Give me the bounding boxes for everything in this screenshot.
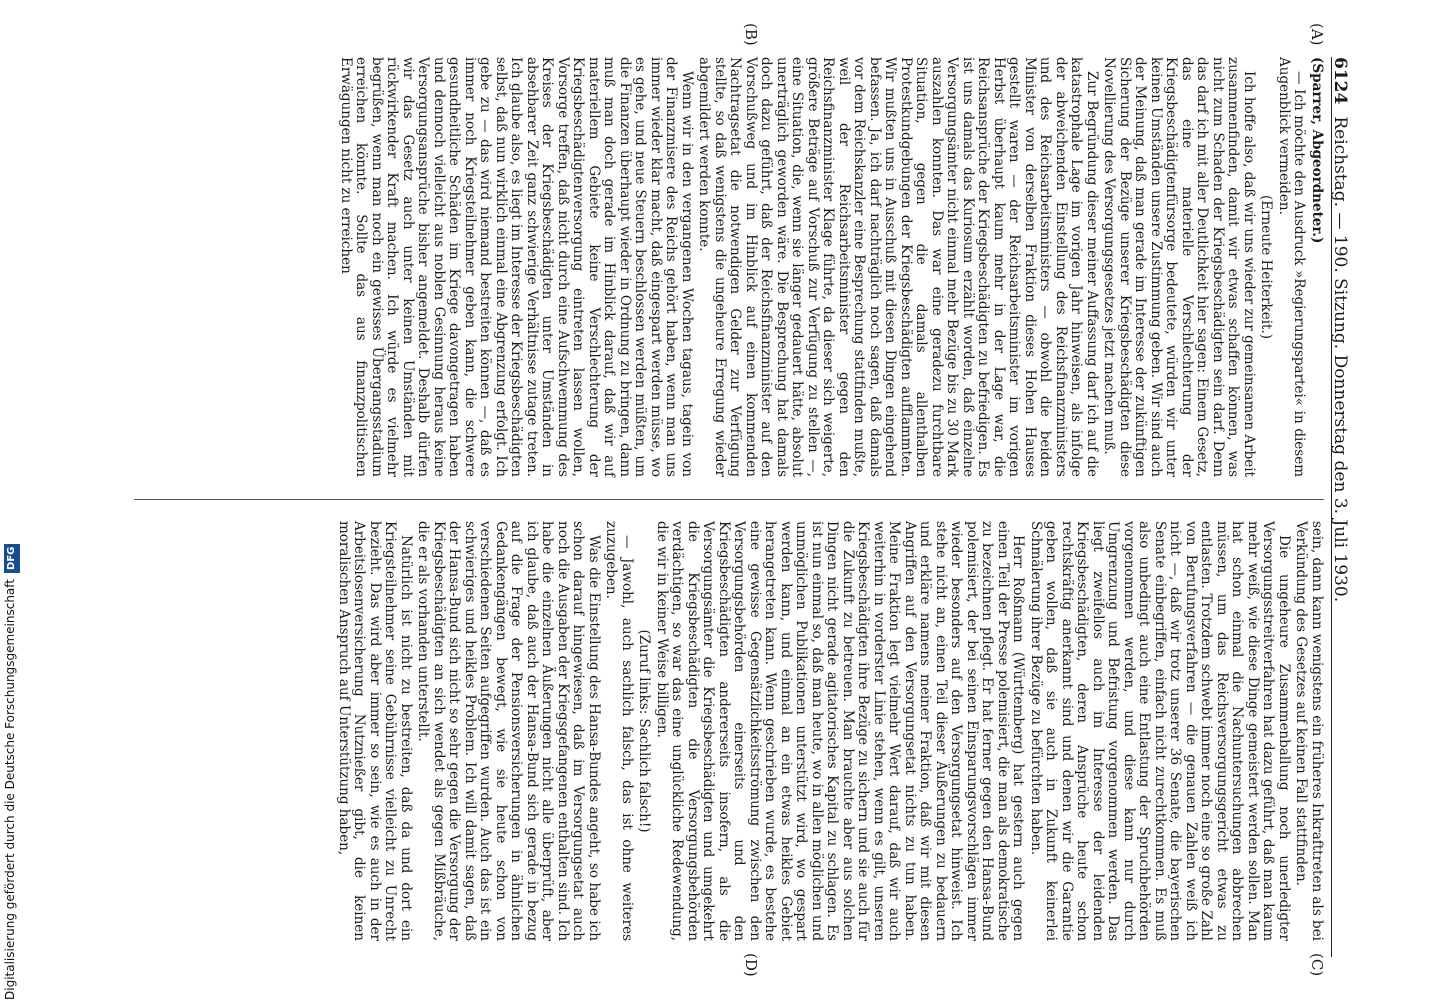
dfg-logo: DFG <box>4 544 20 573</box>
page-number: 6124 <box>1330 57 1351 105</box>
paragraph: Herr Roßmann (Württemberg) hat gestern auch gegen einen Teil der Presse polemisiert, die man als demokratische zu bezeichnen pflegt. Er hat ferner gegen den Hansa-Bund polemisiert, der bei seinen Einsparungsvorschlägen immer wieder besonders auf den Versorgungsetat hinweist. Ich stehe nicht an, einen Teil dieser Äußerungen zu bedauern und erkläre namens meiner Fraktion, daß wir mit diesen Angriffen auf den Versorgungsetat nichts zu tun haben. Meine Fraktion legt vielmehr Wert darauf, daß wir auch weiterhin in vorderster Linie stehen, wenn es gilt, unseren Kriegsbeschädigten ihre Bezüge zu sichern und sie auch für die Zukunft zu betreuen. Man brauchte aber aus solchen Dingen nicht gerade agitatorisches Kapital zu schlagen. Es ist nun einmal so, daß man heute, wo in allen möglichen und unmöglichen Publikationen unterstützt wird, wo gespart werden kann, und einmal an ein etwas heikles Gebiet herangetreten kann. Wenn geschrieben wurde, es bestehe eine gewisse Gegensätzlichkeitsströmung zwischen den Versorgungsbehörden einerseits und den Kriegsbeschädigten andererseits insofern, als die Versorgungsämter die Kriegsbeschädigten und umgekehrt die Kriegsbeschädigten die Versorgungsbehörden verdächtigen, so war das eine unglückliche Redewendung, die wir in keiner Weise billigen. <box>654 521 1027 941</box>
paragraph: Zur Begründung dieser meiner Auffassung darf ich auf die katastrophale Lage im vorigen Jahr hinweisen, als infolge der abweichenden Einstellung des Reichsfinanzministers und des Reichsarbeitsministers — obwohl die beiden Minister von derselben Fraktion dieses Hohen Hauses gestellt waren — der Reichsarbeitsminister im vorigen Herbst überhaupt kaum mehr in der Lage war, die Reichsansprüche der Kriegsbeschädigten zu befriedigen. Es ist uns damals das Kuriosum erzählt worden, daß einzelne Versorgungsämter nicht einmal mehr Bezüge bis zu 30 Mark auszahlen konnten. Das war eine geradezu furchtbare Situation, gegen die damals allenthalben Protestkundgebungen der Kriegsbeschädigten aufflammten. Wir mußten uns in Ausschuß mit diesen Dingen eingehend befassen. Ja, ich darf nachträglich noch sagen, daß damals vor dem Reichskanzler eine Besprechung stattfinden mußte, weil der Reichsarbeitsminister gegen den Reichsfinanzminister Klage führte, da dieser sich weigerte, größere Beträge auf Vorschuß zur Verfügung zu stellen —, eine Situation, die, wenn sie länger gedauert hätte, absolut unerträglich geworden wäre. Die Besprechung hat damals doch dazu geführt, daß der Reichsfinanzminister auf den Vorschußweg und im Hinblick auf einen kommenden Nachtragsetat die notwendigen Gelder zur Verfügung stellte, so daß wenigstens die ungeheure Erregung wieder abgemildert werden konnte. <box>696 57 1100 477</box>
interjection: (Erneute Heiterkeit.) <box>1258 194 1275 340</box>
margin-letter-b: (B) <box>742 23 760 46</box>
left-column <box>336 57 1325 477</box>
digitization-credit <box>2 0 24 1000</box>
paragraph: — Jawohl, auch sachlich falsch, das ist ohne weiteres zuzugeben. <box>603 521 635 941</box>
paragraph: Natürlich ist nicht zu bestreiten, daß da und dort ein Kriegsteilnehmer seine Gebührnisse vielleicht zu Unrecht bezieht. Das wird aber immer so sein, wie es auch in der Arbeitslosenversicherung Nutznießer gibt, die keinen moralischen Anspruch auf Unterstützung haben, <box>336 521 414 941</box>
paragraph: — Ich möchte den Ausdruck »Regierungspartei« in diesem Augenblick vermeiden. <box>1276 57 1308 477</box>
page-header <box>1331 57 1358 957</box>
paragraph: Wenn wir in den vergangenen Wochen tagaus, tagein von der Finanzmisere des Reichs gehört haben, wenn man uns immer wieder klar macht, daß eingespart werden müsse, wo es gehe, und neue Steuern beschlossen werden müßten, um die Finanzen überhaupt wieder in Ordnung zu bringen, dann muß man doch gerade im Hinblick darauf, daß wir auf materiellem Gebiete keine Verschlechterung der Kriegsbeschädigtenversorgung eintreten lassen wollen, Vorsorge treffen, daß nicht durch eine Aufschwemmung des Kreises der Kriegsbeschädigten unter Umständen in absehbarer Zeit ganz schwierige Verhältnisse zutage treten. Ich glaube also, es liegt im Interesse der Kriegsbeschädigten selbst, daß nun wirklich einmal eine Abgrenzung erfolgt. Ich gebe zu — das wird niemand bestreiten können —, daß es immer noch Kriegsteilnehmer geben kann, die schwere gesundheitliche Schäden im Kriege davongetragen haben und dennoch vielleicht aus noblen Gesinnung heraus keine Versorgungsansprüche bisher angemeldet. Deshalb dürfen wir das Gesetz auch unter keinen Umständen mit rückwirkender Kraft machen. Ich würde es vielmehr begrüßen, wenn man noch ein gewisses Übergangsstadium erreichen könnte. Sollte das aus finanzpolitischen Erwägungen nicht zu erreichen <box>338 57 695 477</box>
paragraph: Ich hoffe also, daß wir uns wieder zur gemeinsamen Arbeit zusammenfinden, damit wir etwas schaffen können, was nicht zum Schaden der Kriegsbeschädigten sein darf. Denn das darf ich mit aller Deutlichkeit hier sagen: Einem Gesetz, das eine materielle Verschlechterung der Kriegsbeschädigtenfürsorge bedeutete, würden wir unter keinen Umständen unsere Zustimmung geben. Wir sind auch der Meinung, daß man gerade im Interesse der zukünftigen Sicherung der Bezüge unserer Kriegsbeschädigten diese Novellierung des Versorgungsgesetzes jetzt machen muß. <box>1101 57 1257 477</box>
margin-letter-d: (D) <box>742 953 760 977</box>
paragraph: Was die Einstellung des Hansa-Bundes angeht, so habe ich schon darauf hingewiesen, daß im Versorgungsetat auch noch die Ausgaben der Kriegsgefangenen enthalten sind. Ich habe die einzelnen Äußerungen nicht alle überprüft, aber ich glaube, daß auch der Hansa-Bund sich gerade in bezug auf die Frage der Pensionsversicherungen in ähnlichen Gedankengängen bewegt, wie sie heute schon von verschiedenen Seiten aufgegriffen wurden. Auch das ist ein schwieriges und heikles Problem. Ich will damit sagen, daß der Hansa-Bund sich nicht so sehr gegen die Versorgung der Kriegsbeschädigten an sich wendet als gegen Mißbräuche, die er als vorhanden unterstellt. <box>415 521 602 941</box>
right-column <box>334 521 1325 941</box>
margin-letter-c: (C) <box>1308 953 1326 977</box>
speaker-label: (Sparrer, Abgeordneter.) <box>1309 57 1325 244</box>
paragraph: sein, dann kann wenigstens ein früheres Inkrafttreten als bei Verkündung des Gesetzes auf keinen Fall stattfinden. <box>1293 521 1325 941</box>
credit-text-row <box>2 0 20 1000</box>
credit-text: Digitalisierung gefördert durch die Deutsche Forschungsgemeinschaft <box>3 578 17 1000</box>
margin-letter-a: (A) <box>1308 23 1326 46</box>
column-divider <box>134 499 1324 500</box>
running-head: Reichstag. — 190. Sitzung. Donnerstag den 3. Juli 1930. <box>1330 116 1351 603</box>
paragraph: Die ungeheure Zusammenballung noch unerledigter Versorgungsstreitverfahren hat dazu geführt, daß man kaum mehr weiß, wie diese Dinge gemeistert werden sollen. Man hat schon einmal die Nachuntersuchungen abbrechen müssen, um das Reichsversorgungsgericht etwas zu entlasten. Trotzdem schwebt immer noch eine so große Zahl von Berufungsverfahren — die genauen Zahlen weiß ich nicht —, daß wir trotz unserer 36 Senate, die bayerischen Senate einbegriffen, einfach nicht zurechtkommen. Es muß also unbedingt auch eine Entlastung der Spruchbehörden vorgenommen werden, und diese kann nur durch Umgrenzung und Befristung vorgenommen werden. Das liegt zweifellos auch im Interesse der leidenden Kriegsbeschädigten, deren Ansprüche heute schon rechtskräftig anerkannt sind und denen wir die Garantie geben wollen, daß sie auch in Zukunft keinerlei Schmälerung ihrer Bezüge zu befürchten haben. <box>1028 521 1292 941</box>
interjection: (Zuruf links: Sachlich falsch!) <box>636 629 653 833</box>
rotated-page-content <box>118 23 1358 977</box>
